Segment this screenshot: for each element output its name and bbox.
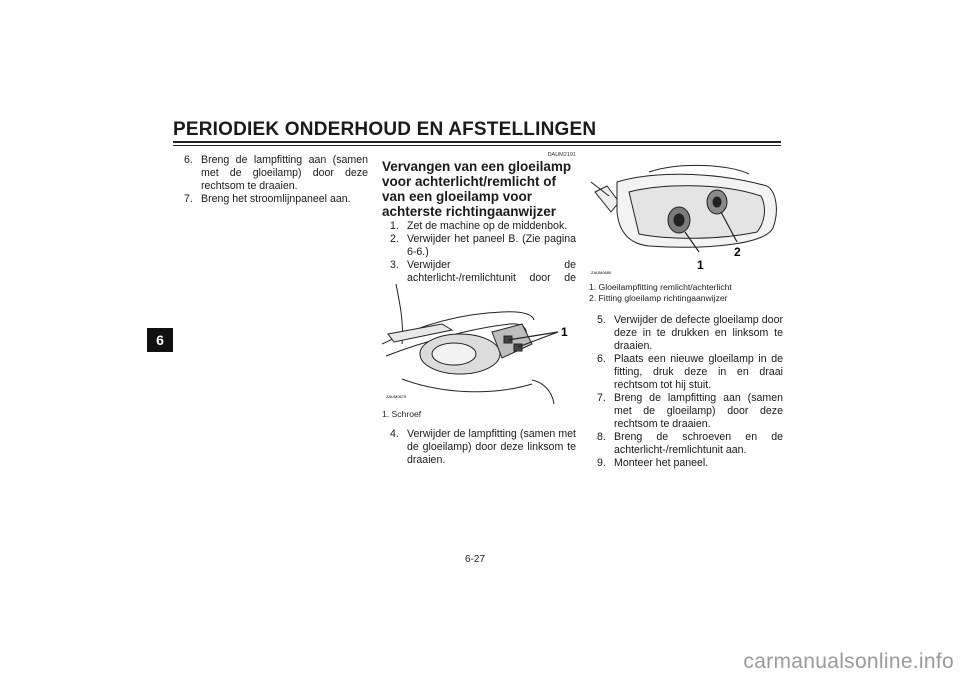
page-title: PERIODIEK ONDERHOUD EN AFSTELLINGEN: [173, 119, 597, 140]
figure-id: ZAUM0680: [591, 270, 612, 275]
step-text: Breng de lampfitting aan (samen met de gloeilamp) door deze rechtsom te draaien.: [614, 392, 783, 430]
step-text: Breng het stroomlijnpaneel aan.: [201, 193, 351, 205]
column-3-steps: [597, 314, 783, 470]
step-8: [597, 431, 783, 457]
step-6: [597, 353, 783, 392]
chapter-tab: 6: [147, 328, 173, 352]
lens-inner: [432, 343, 476, 365]
step-text: Breng de lampfitting aan (samen met de gloeilamp) door deze rechtsom te draaien.: [201, 154, 368, 192]
page-number: 6-27: [465, 554, 486, 565]
callout-2: 2: [734, 245, 741, 259]
step-number: 6.: [184, 154, 193, 166]
step-text: Plaats een nieuwe gloeilamp in de fitting, druk deze in en draai rechtsom tot hij stuit.: [614, 353, 783, 391]
screw-2-icon: [514, 344, 522, 351]
section-heading: Vervangen van een gloeilamp voor achterlicht/remlicht of van een gloeilamp voor achterste richtingaanwijzer: [382, 159, 572, 219]
step-6: [184, 154, 368, 193]
figure-2-captions: [589, 282, 783, 304]
step-7: [597, 392, 783, 431]
step-number: 5.: [597, 314, 606, 326]
column-2-steps-b: [390, 428, 576, 467]
wire-harness: [649, 165, 749, 174]
watermark: carmanualsonline.info: [743, 650, 954, 673]
housing-inner: [629, 186, 764, 239]
figure-1-caption: 1. Schroef: [382, 409, 422, 419]
callout-1: 1: [697, 258, 704, 272]
caption-1: 1. Gloeilampfitting remlicht/achterlicht: [589, 282, 732, 292]
wheel-arc: [532, 380, 554, 404]
figure-rear-light-unit: [382, 284, 576, 404]
step-number: 7.: [184, 193, 193, 205]
step-text: Zet de machine op de middenbok.: [407, 220, 568, 232]
step-number: 7.: [597, 392, 606, 404]
step-text: Verwijder de achterlicht-/remlichtunit door de schroeven los te draaien.: [407, 259, 576, 297]
step-4: [390, 428, 576, 467]
section-code: DAUM2191: [547, 152, 576, 158]
step-5: [597, 314, 783, 353]
title-rule-thin: [173, 145, 781, 146]
step-2: [390, 233, 576, 259]
step-number: 1.: [390, 220, 399, 232]
step-text: Verwijder de lampfitting (samen met de gloeilamp) door deze linksom te draaien.: [407, 428, 576, 466]
panel-corner: [595, 186, 619, 212]
step-text: Verwijder het paneel B. (Zie pagina 6-6.): [407, 233, 576, 258]
step-number: 2.: [390, 233, 399, 245]
socket-1-center: [674, 214, 684, 226]
step-text: Breng de schroeven en de achterlicht-/remlichtunit aan.: [614, 431, 783, 456]
figure-id: ZAUM0679: [386, 394, 407, 399]
step-9: [597, 457, 783, 470]
column-1: [184, 154, 368, 206]
caption-2: 2. Fitting gloeilamp richtingaanwijzer: [589, 293, 728, 303]
step-text: Verwijder de defecte gloeilamp door deze in te drukken en linksom te draaien.: [614, 314, 783, 352]
lower-body: [402, 379, 532, 392]
step-number: 9.: [597, 457, 606, 469]
title-rule: [173, 141, 781, 143]
step-number: 3.: [390, 259, 399, 271]
step-number: 4.: [390, 428, 399, 440]
callout-1: 1: [561, 325, 568, 339]
step-1: [390, 220, 576, 233]
step-7: [184, 193, 368, 206]
step-number: 6.: [597, 353, 606, 365]
figure-bulb-sockets: [589, 152, 783, 278]
step-text: Monteer het paneel.: [614, 457, 709, 469]
step-number: 8.: [597, 431, 606, 443]
socket-2-center: [713, 197, 721, 207]
